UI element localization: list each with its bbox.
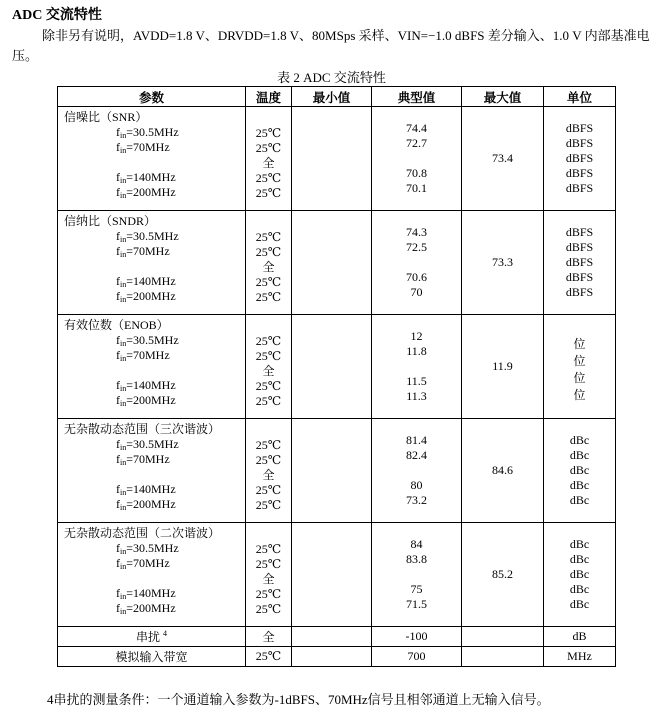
group-typ-cell [372,315,462,419]
typical-value: 75 [410,582,423,596]
freq-subscript: in [120,503,127,512]
group-unit-cell [544,315,616,419]
group-title: 信噪比（SNR） [64,110,148,124]
unit-value: dBFS [565,285,594,299]
temperature-value: 全 [262,156,275,170]
group-min-cell [292,419,372,523]
freq-value: =30.5MHz [126,541,179,555]
temperature-value: 25℃ [255,290,282,304]
unit-value: dBc [569,597,590,611]
freq-symbol: f [116,348,120,362]
group-max-cell [462,211,544,315]
footnote-marker: 4 [163,629,167,638]
unit-value: dBFS [565,136,594,150]
typical-value: 12 [410,329,423,343]
freq-subscript: in [120,443,127,452]
unit-value: dBc [569,552,590,566]
temperature-value: 全 [262,260,275,274]
group-typ-cell [372,211,462,315]
group-min-cell [292,107,372,211]
freq-subscript: in [120,235,127,244]
group-temp-cell [246,315,292,419]
freq-subscript: in [120,146,127,155]
header-typ: 典型值 [372,87,462,107]
group-param-cell [58,523,246,627]
group-unit-cell [544,523,616,627]
crosstalk-max [462,627,544,647]
unit-value: dBFS [565,270,594,284]
freq-subscript: in [120,131,127,140]
typical-value [372,463,461,478]
freq-value: =70MHz [126,348,170,362]
unit-value: 位 [573,337,586,351]
frequency-condition [58,556,245,571]
typical-value: 73.2 [406,493,427,507]
temperature-value: 25℃ [255,438,282,452]
freq-subscript: in [120,592,127,601]
bandwidth-max [462,647,544,667]
table-caption: 表 2 ADC 交流特性 [277,70,386,85]
frequency-condition [58,497,245,512]
frequency-condition [58,244,245,259]
spec-group-row [58,211,616,315]
frequency-condition [58,185,245,200]
freq-value: =140MHz [126,378,176,392]
unit-value: dBc [569,433,590,447]
unit-value: dBFS [565,151,594,165]
temperature-value: 全 [262,468,275,482]
typical-value: 11.5 [406,374,427,388]
group-param-cell [58,211,246,315]
maximum-value: 84.6 [492,463,513,477]
freq-value: =70MHz [126,556,170,570]
group-temp-cell [246,419,292,523]
typical-value: 70.8 [406,166,427,180]
header-temp: 温度 [246,87,292,107]
group-max-cell [462,107,544,211]
group-title: 信纳比（SNDR） [64,214,157,228]
section-heading: ADC 交流特性 [12,8,102,23]
freq-value: =140MHz [126,482,176,496]
bandwidth-typ: 700 [372,647,462,667]
unit-value: dBc [569,463,590,477]
group-temp-cell [246,211,292,315]
group-title: 无杂散动态范围（三次谐波） [64,422,221,436]
temperature-value: 25℃ [255,587,282,601]
bandwidth-unit: MHz [544,647,616,667]
maximum-value: 73.3 [492,255,513,269]
freq-subscript: in [120,607,127,616]
group-unit-cell [544,107,616,211]
group-max-cell [462,419,544,523]
unit-value: dBFS [565,181,594,195]
frequency-condition [58,467,245,482]
freq-symbol: f [116,601,120,615]
typical-value: 70.6 [406,270,427,284]
typical-value: 72.7 [406,136,427,150]
crosstalk-param: 串扰 $^4$ [58,627,246,647]
freq-value: =200MHz [126,289,176,303]
group-title: 有效位数（ENOB） [64,318,169,332]
header-unit: 单位 [544,87,616,107]
freq-value: =200MHz [126,393,176,407]
adc-ac-spec-table [57,86,616,667]
temperature-value: 25℃ [255,186,282,200]
group-unit-cell [544,211,616,315]
freq-value: =30.5MHz [126,333,179,347]
group-max-cell [462,523,544,627]
frequency-condition [58,363,245,378]
freq-symbol: f [116,185,120,199]
group-typ-cell [372,419,462,523]
freq-symbol: f [116,586,120,600]
typical-value: 74.4 [406,121,427,135]
freq-subscript: in [120,562,127,571]
temperature-value: 25℃ [255,557,282,571]
frequency-condition [58,229,245,244]
frequency-condition [58,140,245,155]
temperature-value: 全 [262,572,275,586]
header-param: 参数 [58,87,246,107]
group-title: 无杂散动态范围（二次谐波） [64,526,221,540]
temperature-value: 25℃ [255,230,282,244]
freq-value: =70MHz [126,452,170,466]
freq-subscript: in [120,339,127,348]
freq-subscript: in [120,399,127,408]
freq-symbol: f [116,140,120,154]
bandwidth-param: 模拟输入带宽 [58,647,246,667]
frequency-condition [58,541,245,556]
typical-value: 11.8 [406,344,427,358]
freq-symbol: f [116,244,120,258]
temperature-value: 25℃ [255,141,282,155]
freq-symbol: f [116,378,120,392]
spec-group-row [58,523,616,627]
frequency-condition [58,348,245,363]
frequency-condition [58,601,245,616]
freq-symbol: f [116,393,120,407]
freq-value: =30.5MHz [126,437,179,451]
freq-value: =200MHz [126,601,176,615]
freq-subscript: in [120,295,127,304]
unit-value: dBFS [565,166,594,180]
temperature-value: 25℃ [255,602,282,616]
temperature-value: 25℃ [255,349,282,363]
group-param-cell [58,315,246,419]
freq-value: =70MHz [126,244,170,258]
freq-value: =30.5MHz [126,229,179,243]
freq-symbol: f [116,125,120,139]
spec-group-row [58,107,616,211]
typical-value [372,567,461,582]
freq-subscript: in [120,384,127,393]
typical-value [372,151,461,166]
freq-symbol: f [116,170,120,184]
group-temp-cell [246,523,292,627]
freq-subscript: in [120,176,127,185]
freq-value: =200MHz [126,185,176,199]
frequency-condition [58,393,245,408]
freq-subscript: in [120,458,127,467]
freq-subscript: in [120,488,127,497]
freq-symbol: f [116,437,120,451]
group-min-cell [292,523,372,627]
crosstalk-typ: -100 [372,627,462,647]
header-max: 最大值 [462,87,544,107]
unit-value: 位 [573,371,586,385]
group-temp-cell [246,107,292,211]
temperature-value: 25℃ [255,453,282,467]
group-min-cell [292,315,372,419]
unit-value: dBc [569,478,590,492]
freq-value: =140MHz [126,274,176,288]
temperature-value: 25℃ [255,334,282,348]
frequency-condition [58,482,245,497]
unit-value: dBc [569,448,590,462]
unit-value: dBc [569,567,590,581]
maximum-value: 73.4 [492,151,513,165]
freq-symbol: f [116,452,120,466]
group-max-cell [462,315,544,419]
maximum-value: 11.9 [492,359,513,373]
table-header-row [58,87,616,107]
typical-value: 72.5 [406,240,427,254]
crosstalk-temp: 全 [246,627,292,647]
typical-value: 71.5 [406,597,427,611]
frequency-condition [58,274,245,289]
frequency-condition [58,452,245,467]
temperature-value: 全 [262,364,275,378]
freq-value: =140MHz [126,586,176,600]
crosstalk-row [58,627,616,647]
bandwidth-temp: 25℃ [246,647,292,667]
freq-symbol: f [116,333,120,347]
crosstalk-min [292,627,372,647]
bandwidth-min [292,647,372,667]
freq-subscript: in [120,547,127,556]
intro-paragraph: 除非另有说明，AVDD=1.8 V、DRVDD=1.8 V、80MSps 采样、VIN=−1.0 dBFS 差分输入、1.0 V 内部基准电压。 [12,28,650,63]
group-param-cell [58,107,246,211]
frequency-condition [58,437,245,452]
unit-value: 位 [573,388,586,402]
frequency-condition [58,571,245,586]
freq-symbol: f [116,497,120,511]
freq-symbol: f [116,556,120,570]
unit-value: dBFS [565,121,594,135]
temperature-value: 25℃ [255,379,282,393]
typical-value: 11.3 [406,389,427,403]
spec-group-row [58,315,616,419]
typical-value [372,255,461,270]
freq-subscript: in [120,191,127,200]
typical-value: 83.8 [406,552,427,566]
spec-group-row [58,419,616,523]
group-param-cell [58,419,246,523]
typical-value: 70.1 [406,181,427,195]
frequency-condition [58,155,245,170]
frequency-condition [58,170,245,185]
freq-value: =70MHz [126,140,170,154]
group-min-cell [292,211,372,315]
typical-value: 82.4 [406,448,427,462]
typical-value [372,359,461,374]
typical-value: 70 [410,285,423,299]
frequency-condition [58,378,245,393]
temperature-value: 25℃ [255,126,282,140]
header-min: 最小值 [292,87,372,107]
footnote: 4串扰的测量条件：一个通道输入参数为-1dBFS、70MHz信号且相邻通道上无输入信号。 [47,692,550,707]
temperature-value: 25℃ [255,245,282,259]
frequency-condition [58,289,245,304]
typical-value: 80 [410,478,423,492]
typical-value: 84 [410,537,423,551]
unit-value: dBc [569,582,590,596]
freq-symbol: f [116,274,120,288]
unit-value: dBFS [565,240,594,254]
unit-value: dBFS [565,255,594,269]
temperature-value: 25℃ [255,483,282,497]
temperature-value: 25℃ [255,171,282,185]
unit-value: dBc [569,493,590,507]
typical-value: 74.3 [406,225,427,239]
temperature-value: 25℃ [255,498,282,512]
frequency-condition [58,259,245,274]
freq-symbol: f [116,482,120,496]
unit-value: dBFS [565,225,594,239]
frequency-condition [58,586,245,601]
freq-value: =140MHz [126,170,176,184]
unit-value: 位 [573,354,586,368]
freq-symbol: f [116,541,120,555]
freq-value: =30.5MHz [126,125,179,139]
crosstalk-unit: dB [544,627,616,647]
typical-value: 81.4 [406,433,427,447]
unit-value: dBc [569,537,590,551]
group-unit-cell [544,419,616,523]
freq-symbol: f [116,289,120,303]
group-typ-cell [372,107,462,211]
frequency-condition [58,333,245,348]
freq-subscript: in [120,250,127,259]
freq-subscript: in [120,280,127,289]
freq-symbol: f [116,229,120,243]
group-typ-cell [372,523,462,627]
temperature-value: 25℃ [255,275,282,289]
temperature-value: 25℃ [255,542,282,556]
temperature-value: 25℃ [255,394,282,408]
freq-value: =200MHz [126,497,176,511]
maximum-value: 85.2 [492,567,513,581]
bandwidth-row [58,647,616,667]
frequency-condition [58,125,245,140]
freq-subscript: in [120,354,127,363]
